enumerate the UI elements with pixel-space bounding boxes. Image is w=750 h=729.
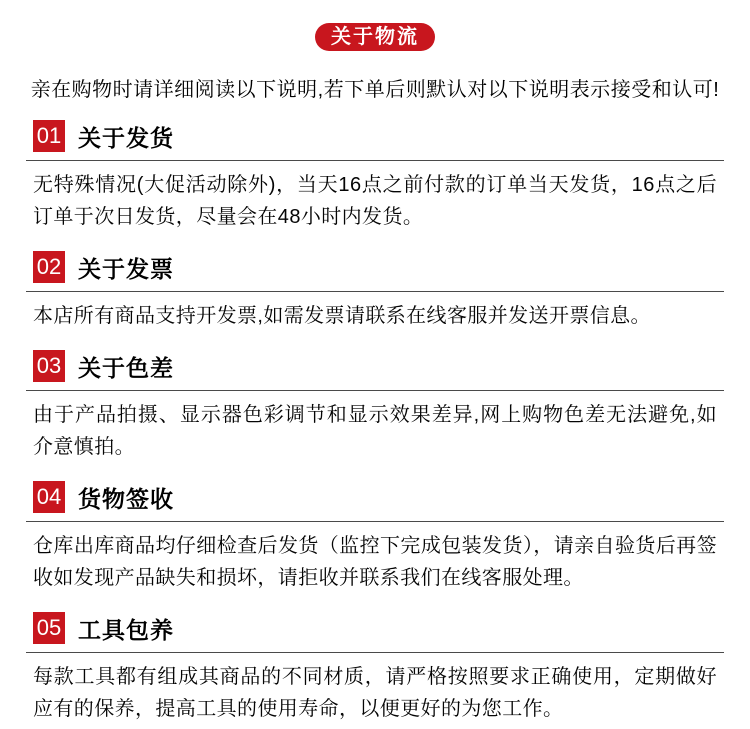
section-color-difference — [33, 350, 717, 463]
section-invoice — [33, 251, 717, 332]
section-divider — [26, 390, 724, 391]
section-header — [33, 612, 717, 644]
section-body-text: 由于产品拍摄、显示器色彩调节和显示效果差异,网上购物色差无法避免,如介意慎拍。 — [33, 404, 717, 458]
section-divider — [26, 160, 724, 161]
section-title: 关于发货 — [78, 124, 174, 151]
section-tool-maintenance — [33, 612, 717, 725]
section-body-text: 仓库出库商品均仔细检查后发货（监控下完成包装发货），请亲自验货后再签收如发现产品缺失和损坏，请拒收并联系我们在线客服处理。 — [33, 535, 717, 589]
section-divider — [26, 521, 724, 522]
section-number-badge: 05 — [33, 612, 65, 644]
section-number-badge: 03 — [33, 350, 65, 382]
section-body-text: 每款工具都有组成其商品的不同材质，请严格按照要求正确使用，定期做好应有的保养，提高工具的使用寿命，以便更好的为您工作。 — [33, 666, 717, 720]
intro-text: 亲在购物时请详细阅读以下说明,若下单后则默认对以下说明表示接受和认可! — [30, 79, 720, 101]
section-shipping — [33, 120, 717, 233]
section-title: 工具包养 — [78, 616, 174, 643]
section-body-text: 无特殊情况(大促活动除外)，当天16点之前付款的订单当天发货，16点之后订单于次日发货，尽量会在48小时内发货。 — [33, 174, 717, 228]
section-header — [33, 350, 717, 382]
section-header — [33, 251, 717, 283]
section-divider — [26, 291, 724, 292]
section-title: 关于色差 — [78, 354, 174, 381]
section-header — [33, 481, 717, 513]
section-number-badge: 01 — [33, 120, 65, 152]
section-divider — [26, 652, 724, 653]
section-title: 货物签收 — [78, 485, 174, 512]
section-number-badge: 02 — [33, 251, 65, 283]
section-goods-receipt — [33, 481, 717, 594]
section-title: 关于发票 — [78, 255, 174, 282]
badge-row — [0, 0, 750, 51]
section-number-badge: 04 — [33, 481, 65, 513]
section-body-text: 本店所有商品支持开发票,如需发票请联系在线客服并发送开票信息。 — [33, 305, 651, 327]
section-header — [33, 120, 717, 152]
page-title-badge: 关于物流 — [315, 23, 435, 51]
